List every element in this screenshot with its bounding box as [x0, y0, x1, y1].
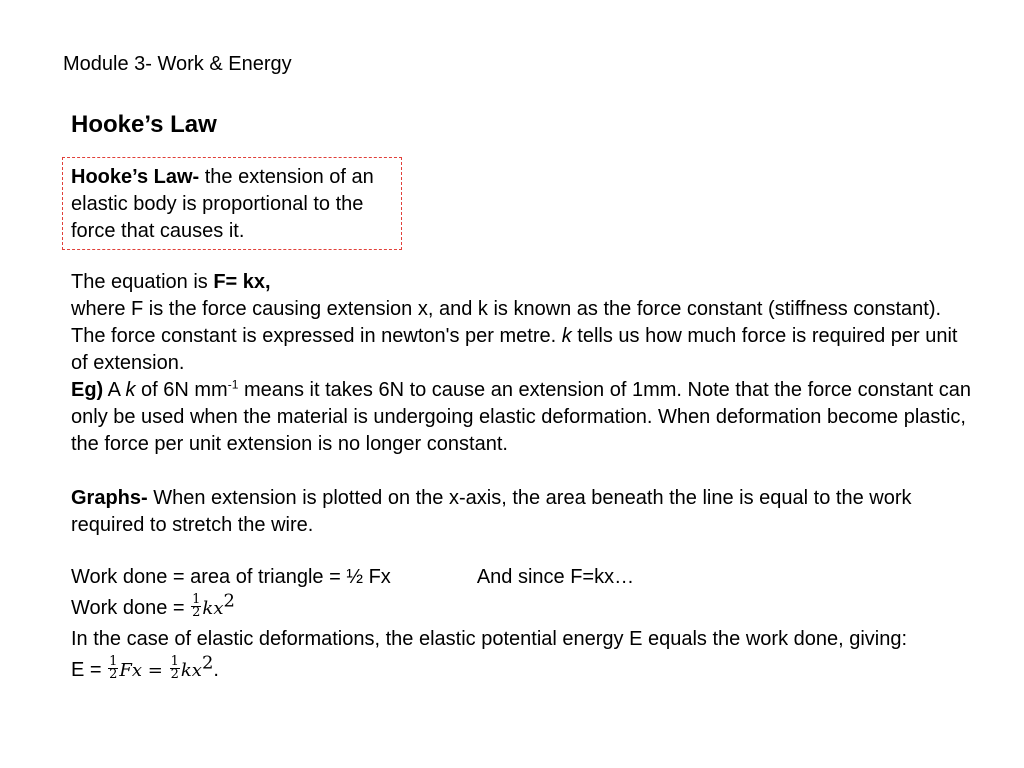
equals-sign: = [142, 660, 169, 681]
kx-term: kx [180, 660, 202, 681]
equation-where-text: where F is the force causing extension x, and k is known as the force constant (stiffness constant). The force constant is expressed in newton's per metre. [71, 298, 942, 347]
fraction-denominator: 2 [170, 667, 179, 683]
squared-exponent: 2 [223, 590, 235, 612]
example-text-b: of 6N mm [135, 379, 228, 401]
k-symbol: k [561, 325, 572, 347]
example-label: Eg) [71, 379, 104, 401]
equation-intro [71, 269, 971, 296]
energy-prefix: E = [71, 659, 108, 681]
fraction-numerator: 1 [192, 592, 201, 608]
work-done-triangle: Work done = area of triangle = ½ Fx [71, 566, 391, 588]
example-text-a: A [103, 379, 126, 401]
half-fraction-1 [108, 656, 118, 681]
definition-term: Hooke’s Law- [71, 166, 200, 188]
fx-term: Fx [119, 660, 143, 681]
fraction-numerator: 1 [170, 654, 179, 670]
module-header: Module 3- Work & Energy [63, 53, 292, 75]
elastic-paragraph: In the case of elastic deformations, the elastic potential energy E equals the work done, giving: [71, 628, 908, 650]
graphs-text: When extension is plotted on the x-axis, the area beneath the line is equal to the work required to stretch the wire. [71, 487, 912, 536]
graphs-paragraph [71, 485, 971, 539]
equation-k-tail: tells us how much force is required per unit of extension. [71, 325, 958, 374]
equation-period: . [213, 659, 219, 681]
body-text [71, 269, 971, 688]
half-fraction-2 [170, 656, 180, 681]
work-done-aside: And since F=kx… [476, 566, 635, 588]
example-k-symbol: k [125, 379, 136, 401]
energy-equation [71, 653, 971, 688]
work-done-line-2 [71, 591, 971, 626]
definition-box [62, 157, 402, 250]
equation: F= kx, [213, 271, 271, 293]
half-fraction [191, 594, 201, 619]
fraction-numerator: 1 [109, 654, 118, 670]
example-text-c: means it takes 6N to cause an extension of 1mm. Note that the force constant can only be used when the material is undergoing elastic deformation. When deformation become plastic, the force per unit extension is no longer constant. [71, 379, 972, 455]
squared-exponent: 2 [201, 652, 214, 674]
fraction-denominator: 2 [192, 605, 201, 621]
kx-term: kx [202, 598, 224, 619]
fraction-denominator: 2 [109, 667, 118, 683]
page-title: Hooke’s Law [71, 111, 217, 138]
example-superscript: -1 [227, 377, 239, 392]
work-done-line-1 [71, 564, 971, 591]
work-done-prefix: Work done = [71, 597, 191, 619]
definition-text: the extension of an elastic body is proportional to the force that causes it. [71, 166, 374, 242]
equation-explanation [71, 296, 971, 377]
equation-intro-text: The equation is [71, 271, 214, 293]
example-paragraph [71, 377, 971, 458]
graphs-label: Graphs- [71, 487, 148, 509]
